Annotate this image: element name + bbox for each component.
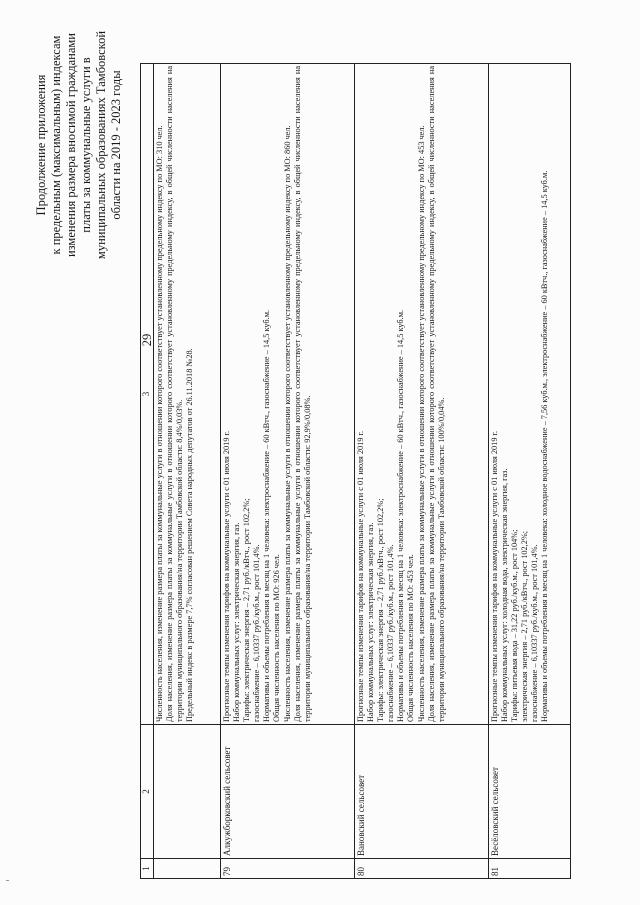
detail-paragraph: Доля населения, изменение размера платы за коммунальные услуги в отношении которого соответствует установленному предельному индексу, в общей численности населения на территории муниципального образования/на территории Тамбовской области: 8,4%/0,03%. (165, 66, 185, 722)
header-cell-1: 1 (141, 859, 154, 879)
detail-paragraph: газоснабжение – 6,10337 руб./куб.м., рост 101,4%. (386, 544, 396, 722)
detail-paragraph: Нормативы и объемы потребления в месяц на 1 человека: электроснабжение – 60 кВтч., газоснабжение – 14,5 куб.м. (396, 309, 406, 722)
detail-paragraph: Тарифы: электрическая энергия – 2,71 руб./кВтч., рост 102,2%; (242, 498, 252, 722)
detail-paragraph: Численность населения, изменение размера платы за коммунальные услуги в отношении которого соответствует установленному предельному индексу по МО: 310 чел. (155, 125, 164, 722)
detail-paragraph: Набор коммунальных услуг: холодная вода, электрическая энергия, газ. (500, 468, 510, 722)
municipality-name: Весёловский сельсовет (489, 725, 571, 859)
heading-line: к предельным (максимальным) индексам (49, 35, 63, 255)
municipality-name: Вановский сельсовет (355, 725, 489, 859)
heading-line: изменения размера вносимой гражданами (64, 33, 78, 258)
indices-table (140, 63, 571, 879)
detail-paragraph: Набор коммунальных услуг: электрическая энергия, газ. (366, 522, 376, 722)
detail-paragraph: электрическая энергия – 2,71 руб./кВтч., рост 102,2%; (520, 530, 530, 722)
table-row (489, 64, 571, 879)
row-details (489, 64, 571, 725)
header-cell-2: 2 (141, 725, 154, 859)
detail-paragraph: Прогнозные темпы изменения тарифов на коммунальные услуги с 01 июля 2019 г. (222, 430, 231, 722)
row-number (154, 859, 221, 879)
detail-paragraph: газоснабжение – 6,10337 руб./куб.м., рост 101,4%. (530, 544, 540, 722)
detail-paragraph: Прогнозные темпы изменения тарифов на коммунальные услуги с 01 июля 2019 г. (356, 430, 365, 722)
table-row (221, 64, 355, 879)
detail-paragraph: Набор коммунальных услуг: электрическая энергия, газ. (232, 522, 242, 722)
detail-paragraph: Общая численность населения по МО: 453 чел. (406, 554, 416, 722)
detail-paragraph: Предельный индекс в размере 7,7% согласован решением Совета народных депутатов от 26.11.2018 №28. (185, 348, 195, 722)
table-header-row (141, 64, 154, 879)
detail-paragraph: Тарифы: питьевая вода – 31,22 руб./куб.м., рост 104%; (510, 529, 520, 722)
detail-paragraph: Нормативы и объемы потребления в месяц на 1 человека: холодное водоснабжение – 7,56 куб.м., электроснабжение – 60 кВтч., газоснабжение – 14,5 куб.м. (540, 170, 550, 722)
row-details (154, 64, 221, 725)
heading-line: муниципальных образованиях Тамбовской (94, 30, 108, 260)
detail-paragraph: Тарифы: электрическая энергия – 2,71 руб./кВтч., рост 102,2%; (376, 498, 386, 722)
heading-line: Продолжение приложения (34, 74, 48, 216)
heading-line: области на 2019 - 2023 годы (109, 70, 123, 220)
scan-speck (6, 880, 9, 881)
detail-paragraph: Доля населения, изменение размера платы за коммунальные услуги в отношении которого соответствует установленному предельному индексу, в общей численности населения на территории муниципального образования/на территории Тамбовской области: 92,9%/0,08%. (292, 66, 312, 722)
heading-line: платы за коммунальные услуги в (79, 57, 93, 233)
appendix-heading (34, 25, 124, 265)
detail-paragraph: Прогнозные темпы изменения тарифов на коммунальные услуги с 01 июля 2019 г. (490, 430, 499, 722)
detail-paragraph: Нормативы и объемы потребления в месяц на 1 человека: электроснабжение – 60 кВтч., газоснабжение – 14,5 куб.м. (262, 309, 272, 722)
detail-paragraph: Численность населения, изменение размера платы за коммунальные услуги в отношении которого соответствует установленному предельному индексу по МО: 860 чел. (282, 125, 292, 722)
page-number: 29 (140, 333, 154, 347)
detail-paragraph: Общая численность населения по МО: 926 чел. (272, 554, 282, 722)
row-number: 79 (221, 859, 355, 879)
detail-paragraph: газоснабжение – 6,10337 руб./куб.м., рост 101,4%. (252, 544, 262, 722)
table-row (154, 64, 221, 879)
row-details (221, 64, 355, 725)
municipality-name: Алкужборковский сельсовет (221, 725, 355, 859)
detail-paragraph: Доля населения, изменение размера платы за коммунальные услуги в отношении которого соответствует установленному предельному индексу, в общей численности населения на территории муниципального образования/на территории Тамбовской области: 100%/0,04%. (426, 66, 446, 722)
header-cell-3: 3 (141, 64, 154, 725)
row-details (355, 64, 489, 725)
detail-paragraph: Численность населения, изменение размера платы за коммунальные услуги в отношении которого соответствует установленному предельному индексу по МО: 453 чел. (416, 125, 426, 722)
row-number: 80 (355, 859, 489, 879)
municipality-name (154, 725, 221, 859)
row-number: 81 (489, 859, 571, 879)
table-row (355, 64, 489, 879)
